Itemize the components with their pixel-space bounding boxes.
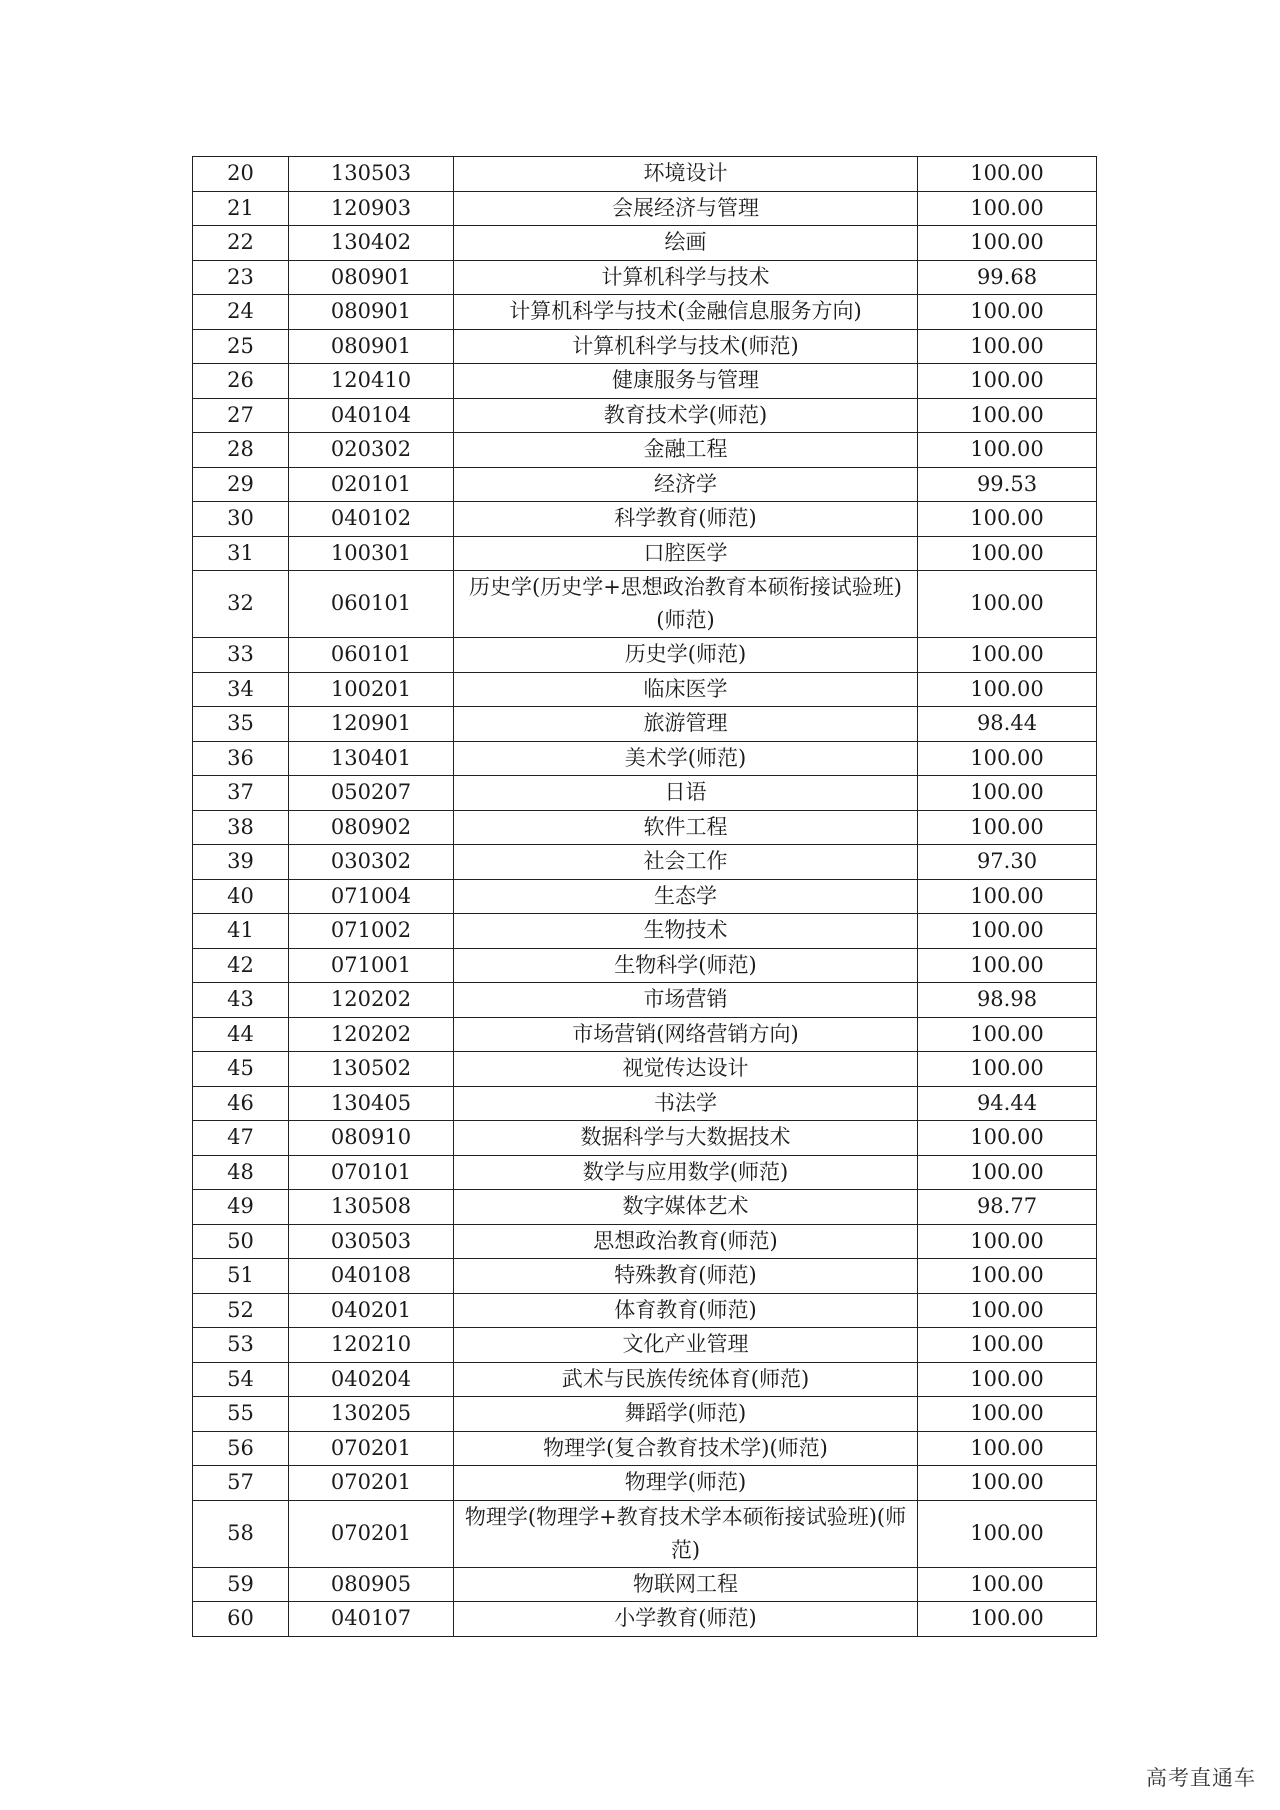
row-number-cell: 49 [193,1190,289,1225]
rate-cell: 100.00 [918,776,1097,811]
row-number-cell: 31 [193,536,289,571]
row-number-cell: 39 [193,845,289,880]
table-row [193,502,1097,537]
row-number-cell: 43 [193,983,289,1018]
row-number-cell: 55 [193,1397,289,1432]
row-number-cell: 21 [193,191,289,226]
table-row [193,1052,1097,1087]
rate-cell: 100.00 [918,638,1097,673]
major-name-cell: 数学与应用数学(师范) [454,1155,918,1190]
major-name-cell: 物理学(复合教育技术学)(师范) [454,1431,918,1466]
rate-cell: 100.00 [918,502,1097,537]
rate-cell: 100.00 [918,1052,1097,1087]
row-number-cell: 36 [193,741,289,776]
major-code-cell: 130205 [289,1397,454,1432]
major-code-cell: 071004 [289,879,454,914]
rate-cell: 100.00 [918,571,1097,638]
rate-cell: 100.00 [918,741,1097,776]
table-row [193,741,1097,776]
table-row [193,1431,1097,1466]
row-number-cell: 28 [193,433,289,468]
major-code-cell: 040201 [289,1293,454,1328]
major-code-cell: 120202 [289,983,454,1018]
major-code-cell: 020302 [289,433,454,468]
major-name-cell: 市场营销 [454,983,918,1018]
major-name-cell: 舞蹈学(师范) [454,1397,918,1432]
table-row [193,1567,1097,1602]
major-code-cell: 130405 [289,1086,454,1121]
major-name-cell: 计算机科学与技术(师范) [454,329,918,364]
major-name-cell: 生态学 [454,879,918,914]
major-rate-table [192,156,1097,1637]
major-name-cell: 社会工作 [454,845,918,880]
row-number-cell: 44 [193,1017,289,1052]
table-row [193,914,1097,949]
rate-cell: 100.00 [918,398,1097,433]
row-number-cell: 22 [193,226,289,261]
rate-cell: 100.00 [918,1121,1097,1156]
rate-cell: 100.00 [918,948,1097,983]
major-code-cell: 070101 [289,1155,454,1190]
table-row [193,467,1097,502]
table-row [193,707,1097,742]
major-code-cell: 040107 [289,1602,454,1637]
rate-cell: 100.00 [918,191,1097,226]
watermark-text: 高考直通车 [1146,1766,1256,1790]
rate-cell: 100.00 [918,1362,1097,1397]
table-row [193,295,1097,330]
major-name-cell: 临床医学 [454,672,918,707]
major-code-cell: 040108 [289,1259,454,1294]
rate-cell: 100.00 [918,295,1097,330]
table-row [193,1190,1097,1225]
rate-cell: 100.00 [918,1155,1097,1190]
row-number-cell: 58 [193,1500,289,1567]
rate-cell: 97.30 [918,845,1097,880]
row-number-cell: 51 [193,1259,289,1294]
table-row [193,672,1097,707]
row-number-cell: 56 [193,1431,289,1466]
table-row [193,260,1097,295]
row-number-cell: 40 [193,879,289,914]
rate-cell: 100.00 [918,364,1097,399]
major-code-cell: 071002 [289,914,454,949]
row-number-cell: 57 [193,1466,289,1501]
major-code-cell: 130503 [289,157,454,192]
row-number-cell: 23 [193,260,289,295]
major-code-cell: 080902 [289,810,454,845]
row-number-cell: 53 [193,1328,289,1363]
row-number-cell: 29 [193,467,289,502]
major-name-cell: 书法学 [454,1086,918,1121]
table-row [193,433,1097,468]
table-row [193,1155,1097,1190]
major-name-cell: 小学教育(师范) [454,1602,918,1637]
table-row [193,157,1097,192]
row-number-cell: 41 [193,914,289,949]
row-number-cell: 50 [193,1224,289,1259]
row-number-cell: 38 [193,810,289,845]
rate-cell: 100.00 [918,914,1097,949]
major-code-cell: 120901 [289,707,454,742]
table-row [193,983,1097,1018]
table-row [193,1500,1097,1567]
rate-cell: 100.00 [918,1259,1097,1294]
major-code-cell: 130508 [289,1190,454,1225]
major-code-cell: 080901 [289,329,454,364]
row-number-cell: 33 [193,638,289,673]
table-row [193,638,1097,673]
major-code-cell: 050207 [289,776,454,811]
rate-cell: 98.44 [918,707,1097,742]
table-row [193,1397,1097,1432]
table-body [193,157,1097,1637]
major-name-cell: 经济学 [454,467,918,502]
major-name-cell: 旅游管理 [454,707,918,742]
major-code-cell: 080901 [289,260,454,295]
major-code-cell: 040204 [289,1362,454,1397]
rate-cell: 100.00 [918,1500,1097,1567]
major-name-cell: 金融工程 [454,433,918,468]
major-name-cell: 计算机科学与技术 [454,260,918,295]
major-name-cell: 物理学(师范) [454,1466,918,1501]
major-name-cell: 软件工程 [454,810,918,845]
table-row [193,1466,1097,1501]
major-code-cell: 030302 [289,845,454,880]
rate-cell: 100.00 [918,1017,1097,1052]
major-name-cell: 体育教育(师范) [454,1293,918,1328]
major-code-cell: 120410 [289,364,454,399]
major-code-cell: 130401 [289,741,454,776]
major-name-cell: 特殊教育(师范) [454,1259,918,1294]
major-code-cell: 030503 [289,1224,454,1259]
major-name-cell: 物理学(物理学+教育技术学本硕衔接试验班)(师范) [454,1500,918,1567]
table-row [193,1017,1097,1052]
major-name-cell: 日语 [454,776,918,811]
rate-cell: 100.00 [918,226,1097,261]
row-number-cell: 20 [193,157,289,192]
row-number-cell: 34 [193,672,289,707]
rate-cell: 99.68 [918,260,1097,295]
major-name-cell: 生物技术 [454,914,918,949]
major-name-cell: 会展经济与管理 [454,191,918,226]
major-code-cell: 040104 [289,398,454,433]
table-row [193,226,1097,261]
rate-cell: 100.00 [918,879,1097,914]
rate-cell: 98.77 [918,1190,1097,1225]
row-number-cell: 25 [193,329,289,364]
major-name-cell: 武术与民族传统体育(师范) [454,1362,918,1397]
row-number-cell: 42 [193,948,289,983]
major-name-cell: 数字媒体艺术 [454,1190,918,1225]
table-row [193,845,1097,880]
rate-cell: 100.00 [918,433,1097,468]
rate-cell: 94.44 [918,1086,1097,1121]
rate-cell: 100.00 [918,1431,1097,1466]
rate-cell: 100.00 [918,1224,1097,1259]
table-row [193,1121,1097,1156]
rate-cell: 100.00 [918,536,1097,571]
rate-cell: 100.00 [918,1602,1097,1637]
table-row [193,1328,1097,1363]
major-code-cell: 070201 [289,1431,454,1466]
table-row [193,398,1097,433]
major-name-cell: 口腔医学 [454,536,918,571]
major-code-cell: 060101 [289,638,454,673]
row-number-cell: 52 [193,1293,289,1328]
row-number-cell: 54 [193,1362,289,1397]
rate-cell: 100.00 [918,329,1097,364]
rate-cell: 100.00 [918,1397,1097,1432]
row-number-cell: 45 [193,1052,289,1087]
rate-cell: 100.00 [918,1466,1097,1501]
table-row [193,1362,1097,1397]
major-name-cell: 美术学(师范) [454,741,918,776]
major-code-cell: 080901 [289,295,454,330]
major-code-cell: 080910 [289,1121,454,1156]
major-code-cell: 040102 [289,502,454,537]
rate-cell: 98.98 [918,983,1097,1018]
row-number-cell: 48 [193,1155,289,1190]
major-name-cell: 文化产业管理 [454,1328,918,1363]
major-name-cell: 教育技术学(师范) [454,398,918,433]
table-row [193,536,1097,571]
rate-cell: 100.00 [918,810,1097,845]
major-code-cell: 020101 [289,467,454,502]
table-row [193,810,1097,845]
major-name-cell: 生物科学(师范) [454,948,918,983]
major-code-cell: 120202 [289,1017,454,1052]
row-number-cell: 26 [193,364,289,399]
major-name-cell: 科学教育(师范) [454,502,918,537]
major-name-cell: 数据科学与大数据技术 [454,1121,918,1156]
table-row [193,1293,1097,1328]
row-number-cell: 30 [193,502,289,537]
table-row [193,948,1097,983]
major-code-cell: 120210 [289,1328,454,1363]
table-row [193,776,1097,811]
major-name-cell: 历史学(历史学+思想政治教育本硕衔接试验班)(师范) [454,571,918,638]
major-code-cell: 100201 [289,672,454,707]
row-number-cell: 27 [193,398,289,433]
rate-cell: 100.00 [918,1328,1097,1363]
major-code-cell: 060101 [289,571,454,638]
major-name-cell: 绘画 [454,226,918,261]
major-name-cell: 历史学(师范) [454,638,918,673]
table-row [193,571,1097,638]
major-name-cell: 计算机科学与技术(金融信息服务方向) [454,295,918,330]
row-number-cell: 60 [193,1602,289,1637]
rate-cell: 99.53 [918,467,1097,502]
row-number-cell: 59 [193,1567,289,1602]
major-code-cell: 100301 [289,536,454,571]
row-number-cell: 32 [193,571,289,638]
table-row [193,1224,1097,1259]
major-code-cell: 070201 [289,1500,454,1567]
major-code-cell: 071001 [289,948,454,983]
major-name-cell: 物联网工程 [454,1567,918,1602]
major-name-cell: 环境设计 [454,157,918,192]
major-code-cell: 080905 [289,1567,454,1602]
table-row [193,364,1097,399]
rate-cell: 100.00 [918,672,1097,707]
table-row [193,329,1097,364]
rate-cell: 100.00 [918,157,1097,192]
table-row [193,879,1097,914]
major-name-cell: 视觉传达设计 [454,1052,918,1087]
major-name-cell: 健康服务与管理 [454,364,918,399]
rate-cell: 100.00 [918,1567,1097,1602]
row-number-cell: 47 [193,1121,289,1156]
major-name-cell: 思想政治教育(师范) [454,1224,918,1259]
row-number-cell: 35 [193,707,289,742]
table-row [193,1086,1097,1121]
table-row [193,1602,1097,1637]
table-row [193,191,1097,226]
row-number-cell: 24 [193,295,289,330]
major-code-cell: 120903 [289,191,454,226]
major-name-cell: 市场营销(网络营销方向) [454,1017,918,1052]
major-code-cell: 130402 [289,226,454,261]
row-number-cell: 46 [193,1086,289,1121]
rate-cell: 100.00 [918,1293,1097,1328]
major-code-cell: 070201 [289,1466,454,1501]
row-number-cell: 37 [193,776,289,811]
table-row [193,1259,1097,1294]
major-code-cell: 130502 [289,1052,454,1087]
